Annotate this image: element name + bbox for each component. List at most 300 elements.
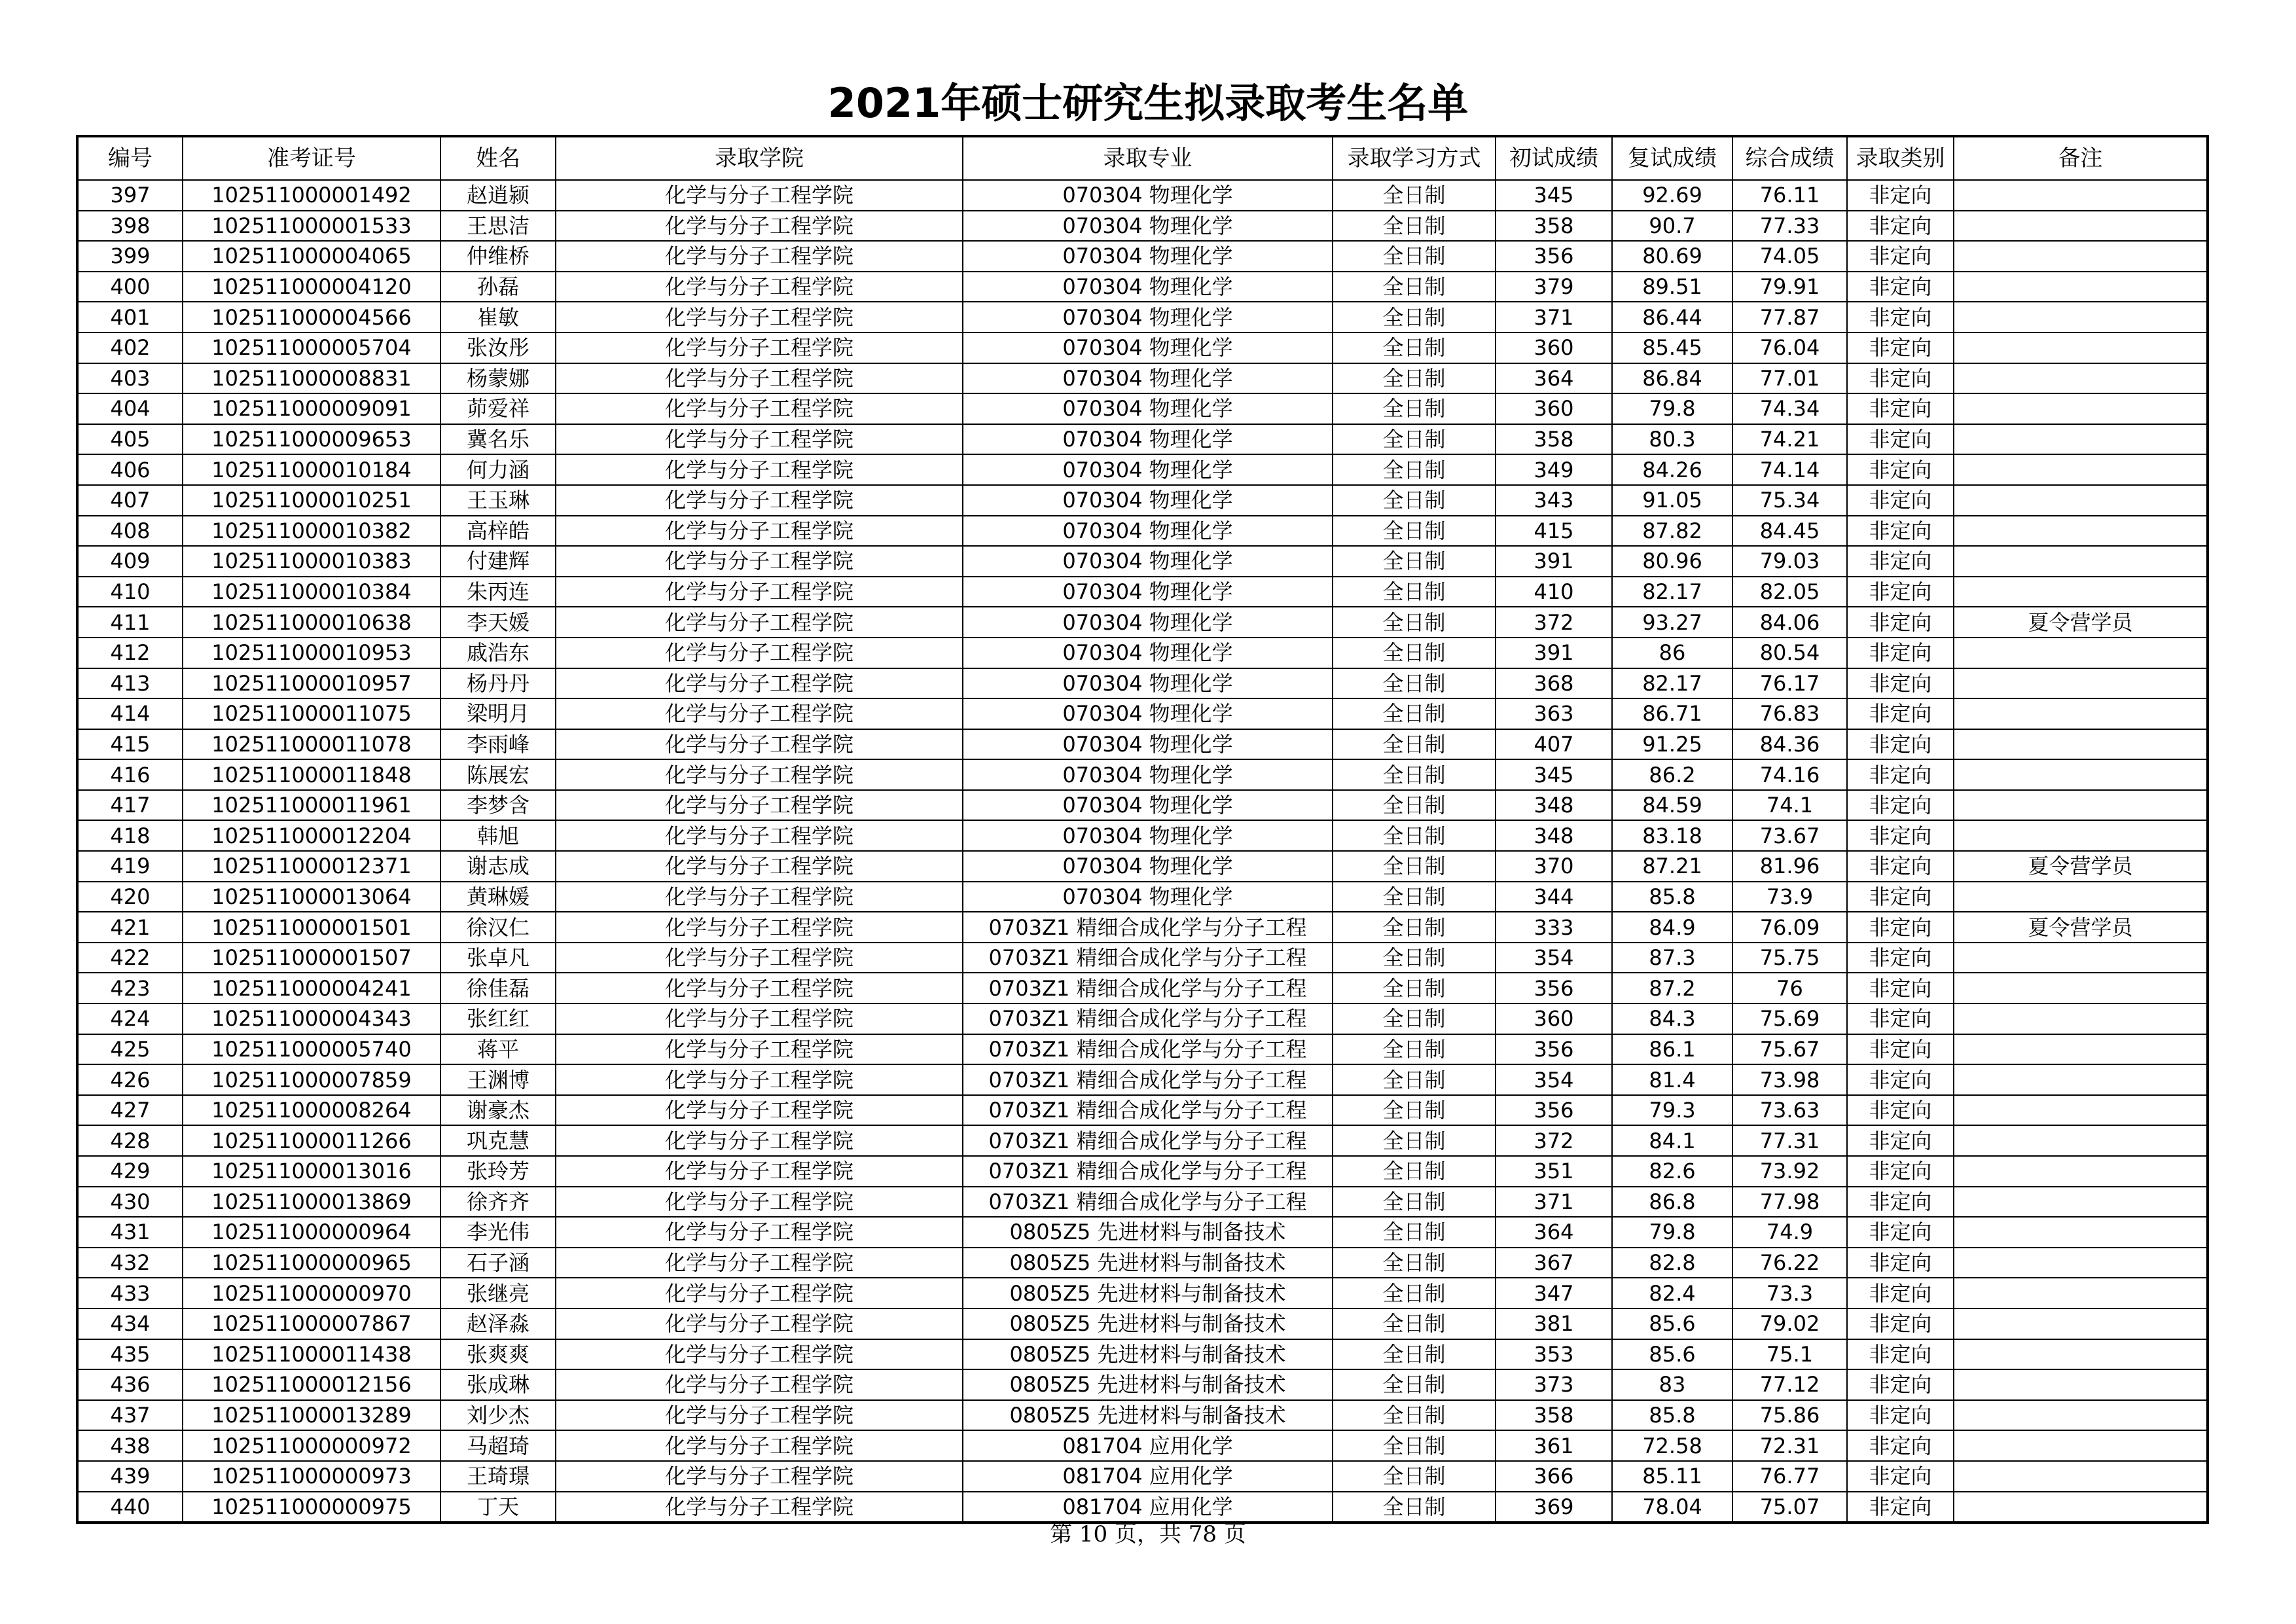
cell-college: 化学与分子工程学院 [556,1034,963,1065]
cell-study-mode: 全日制 [1333,1156,1496,1187]
cell-total-score: 73.98 [1732,1064,1847,1095]
cell-retest-score: 93.27 [1612,607,1732,638]
table-row [77,973,2208,1003]
cell-admission-type: 非定向 [1847,943,1954,973]
cell-retest-score: 91.05 [1612,485,1732,516]
table-row [77,729,2208,760]
cell-major: 081704 应用化学 [963,1430,1333,1461]
cell-initial-score: 368 [1496,668,1612,699]
cell-retest-score: 82.6 [1612,1156,1732,1187]
column-header-admission-type: 录取类别 [1847,136,1954,180]
cell-admission-type: 非定向 [1847,698,1954,729]
cell-remarks [1954,1156,2208,1187]
cell-initial-score: 344 [1496,882,1612,912]
page-footer: 第 10 页，共 78 页 [1050,1521,1246,1547]
cell-exam-number: 102511000000970 [183,1278,440,1308]
cell-id: 416 [77,759,183,790]
cell-admission-type: 非定向 [1847,241,1954,272]
cell-id: 404 [77,393,183,424]
table-row [77,302,2208,333]
cell-name: 王玉琳 [440,485,556,516]
table-row [77,759,2208,790]
cell-id: 439 [77,1461,183,1492]
column-header-study-mode: 录取学习方式 [1333,136,1496,180]
cell-admission-type: 非定向 [1847,1400,1954,1431]
table-row [77,363,2208,394]
cell-id: 420 [77,882,183,912]
cell-major: 0805Z5 先进材料与制备技术 [963,1308,1333,1339]
cell-remarks [1954,638,2208,668]
column-header-retest-score: 复试成绩 [1612,136,1732,180]
cell-remarks [1954,1095,2208,1126]
cell-college: 化学与分子工程学院 [556,546,963,577]
column-header-college: 录取学院 [556,136,963,180]
table-row [77,211,2208,242]
cell-admission-type: 非定向 [1847,1278,1954,1308]
cell-remarks [1954,393,2208,424]
cell-remarks [1954,577,2208,607]
cell-name: 张玲芳 [440,1156,556,1187]
cell-initial-score: 347 [1496,1278,1612,1308]
table-row [77,820,2208,851]
cell-retest-score: 80.96 [1612,546,1732,577]
cell-retest-score: 85.45 [1612,333,1732,363]
cell-remarks [1954,211,2208,242]
cell-exam-number: 102511000008831 [183,363,440,394]
cell-admission-type: 非定向 [1847,851,1954,882]
cell-total-score: 77.98 [1732,1187,1847,1218]
cell-name: 梁明月 [440,698,556,729]
admission-table [76,135,2209,1524]
cell-study-mode: 全日制 [1333,820,1496,851]
table-row [77,1125,2208,1156]
cell-exam-number: 102511000001533 [183,211,440,242]
cell-admission-type: 非定向 [1847,668,1954,699]
cell-admission-type: 非定向 [1847,363,1954,394]
cell-name: 谢豪杰 [440,1095,556,1126]
cell-total-score: 84.45 [1732,516,1847,547]
cell-initial-score: 333 [1496,912,1612,943]
cell-name: 孙磊 [440,272,556,302]
cell-admission-type: 非定向 [1847,180,1954,211]
cell-remarks [1954,790,2208,821]
cell-id: 436 [77,1369,183,1400]
cell-study-mode: 全日制 [1333,302,1496,333]
page-title: 2021年硕士研究生拟录取考生名单 [827,79,1469,127]
cell-college: 化学与分子工程学院 [556,729,963,760]
cell-retest-score: 87.21 [1612,851,1732,882]
cell-total-score: 81.96 [1732,851,1847,882]
cell-remarks [1954,1034,2208,1065]
table-row [77,454,2208,485]
cell-retest-score: 78.04 [1612,1492,1732,1523]
cell-study-mode: 全日制 [1333,638,1496,668]
cell-study-mode: 全日制 [1333,424,1496,455]
cell-name: 马超琦 [440,1430,556,1461]
cell-exam-number: 102511000011075 [183,698,440,729]
cell-admission-type: 非定向 [1847,577,1954,607]
table-row [77,1003,2208,1034]
cell-initial-score: 358 [1496,1400,1612,1431]
cell-admission-type: 非定向 [1847,302,1954,333]
cell-remarks [1954,668,2208,699]
cell-id: 422 [77,943,183,973]
cell-exam-number: 102511000000973 [183,1461,440,1492]
cell-name: 黄琳媛 [440,882,556,912]
cell-exam-number: 102511000009653 [183,424,440,455]
cell-remarks [1954,943,2208,973]
table-row [77,516,2208,547]
table-row [77,790,2208,821]
cell-total-score: 84.06 [1732,607,1847,638]
cell-exam-number: 102511000010382 [183,516,440,547]
cell-major: 070304 物理化学 [963,363,1333,394]
table-row [77,1156,2208,1187]
cell-major: 070304 物理化学 [963,882,1333,912]
cell-id: 432 [77,1248,183,1278]
cell-total-score: 84.36 [1732,729,1847,760]
cell-total-score: 74.9 [1732,1217,1847,1248]
cell-college: 化学与分子工程学院 [556,485,963,516]
table-body [77,180,2208,1523]
cell-major: 070304 物理化学 [963,424,1333,455]
cell-remarks [1954,1125,2208,1156]
cell-remarks [1954,820,2208,851]
cell-admission-type: 非定向 [1847,1064,1954,1095]
cell-initial-score: 358 [1496,211,1612,242]
cell-name: 杨蒙娜 [440,363,556,394]
cell-major: 0703Z1 精细合成化学与分子工程 [963,1003,1333,1034]
cell-retest-score: 84.59 [1612,790,1732,821]
cell-id: 409 [77,546,183,577]
cell-id: 410 [77,577,183,607]
cell-remarks [1954,698,2208,729]
cell-name: 徐汉仁 [440,912,556,943]
cell-remarks: 夏令营学员 [1954,912,2208,943]
cell-exam-number: 102511000010957 [183,668,440,699]
cell-initial-score: 356 [1496,241,1612,272]
cell-remarks [1954,1003,2208,1034]
cell-name: 崔敏 [440,302,556,333]
cell-study-mode: 全日制 [1333,1492,1496,1523]
cell-admission-type: 非定向 [1847,1461,1954,1492]
cell-name: 丁天 [440,1492,556,1523]
cell-study-mode: 全日制 [1333,546,1496,577]
cell-initial-score: 367 [1496,1248,1612,1278]
cell-id: 414 [77,698,183,729]
cell-initial-score: 353 [1496,1339,1612,1370]
cell-retest-score: 79.8 [1612,1217,1732,1248]
cell-name: 谢志成 [440,851,556,882]
cell-admission-type: 非定向 [1847,1217,1954,1248]
cell-remarks [1954,302,2208,333]
table-row [77,1492,2208,1523]
column-header-id: 编号 [77,136,183,180]
cell-total-score: 77.31 [1732,1125,1847,1156]
cell-admission-type: 非定向 [1847,1430,1954,1461]
cell-study-mode: 全日制 [1333,516,1496,547]
cell-college: 化学与分子工程学院 [556,668,963,699]
cell-retest-score: 81.4 [1612,1064,1732,1095]
cell-college: 化学与分子工程学院 [556,759,963,790]
cell-college: 化学与分子工程学院 [556,1430,963,1461]
cell-total-score: 76.04 [1732,333,1847,363]
cell-remarks [1954,180,2208,211]
cell-study-mode: 全日制 [1333,363,1496,394]
cell-exam-number: 102511000004343 [183,1003,440,1034]
cell-retest-score: 80.3 [1612,424,1732,455]
cell-college: 化学与分子工程学院 [556,912,963,943]
cell-retest-score: 84.3 [1612,1003,1732,1034]
cell-name: 张汝彤 [440,333,556,363]
cell-exam-number: 102511000005740 [183,1034,440,1065]
cell-remarks [1954,1492,2208,1523]
cell-name: 仲维桥 [440,241,556,272]
cell-retest-score: 79.8 [1612,393,1732,424]
cell-id: 437 [77,1400,183,1431]
cell-id: 421 [77,912,183,943]
cell-exam-number: 102511000011961 [183,790,440,821]
cell-total-score: 74.34 [1732,393,1847,424]
cell-id: 397 [77,180,183,211]
cell-name: 戚浩东 [440,638,556,668]
cell-total-score: 76.83 [1732,698,1847,729]
cell-id: 411 [77,607,183,638]
cell-major: 070304 物理化学 [963,668,1333,699]
cell-remarks [1954,882,2208,912]
cell-name: 徐齐齐 [440,1187,556,1218]
cell-remarks [1954,1400,2208,1431]
cell-id: 424 [77,1003,183,1034]
cell-study-mode: 全日制 [1333,882,1496,912]
cell-name: 高梓皓 [440,516,556,547]
cell-college: 化学与分子工程学院 [556,943,963,973]
table-row [77,424,2208,455]
cell-study-mode: 全日制 [1333,851,1496,882]
cell-college: 化学与分子工程学院 [556,516,963,547]
cell-remarks [1954,424,2208,455]
cell-exam-number: 102511000011848 [183,759,440,790]
cell-exam-number: 102511000012204 [183,820,440,851]
cell-id: 427 [77,1095,183,1126]
cell-total-score: 80.54 [1732,638,1847,668]
cell-study-mode: 全日制 [1333,1308,1496,1339]
cell-college: 化学与分子工程学院 [556,1339,963,1370]
cell-id: 434 [77,1308,183,1339]
cell-name: 李雨峰 [440,729,556,760]
cell-major: 070304 物理化学 [963,241,1333,272]
table-row [77,1095,2208,1126]
cell-retest-score: 85.6 [1612,1339,1732,1370]
cell-id: 417 [77,790,183,821]
cell-college: 化学与分子工程学院 [556,1308,963,1339]
cell-major: 070304 物理化学 [963,729,1333,760]
table-row [77,851,2208,882]
cell-major: 081704 应用化学 [963,1492,1333,1523]
cell-exam-number: 102511000011078 [183,729,440,760]
table-row [77,912,2208,943]
cell-major: 070304 物理化学 [963,790,1333,821]
table-row [77,882,2208,912]
table-row [77,1430,2208,1461]
cell-study-mode: 全日制 [1333,1003,1496,1034]
cell-initial-score: 415 [1496,516,1612,547]
column-header-exam-number: 准考证号 [183,136,440,180]
cell-exam-number: 102511000005704 [183,333,440,363]
table-row [77,333,2208,363]
cell-remarks [1954,516,2208,547]
cell-name: 张红红 [440,1003,556,1034]
cell-retest-score: 82.8 [1612,1248,1732,1278]
cell-study-mode: 全日制 [1333,454,1496,485]
cell-major: 070304 物理化学 [963,698,1333,729]
cell-admission-type: 非定向 [1847,1003,1954,1034]
cell-major: 0805Z5 先进材料与制备技术 [963,1369,1333,1400]
cell-total-score: 76.22 [1732,1248,1847,1278]
cell-name: 何力涵 [440,454,556,485]
cell-admission-type: 非定向 [1847,607,1954,638]
cell-id: 426 [77,1064,183,1095]
cell-retest-score: 85.11 [1612,1461,1732,1492]
table-row [77,272,2208,302]
table-row [77,180,2208,211]
table-row [77,485,2208,516]
cell-major: 070304 物理化学 [963,577,1333,607]
cell-total-score: 77.12 [1732,1369,1847,1400]
cell-initial-score: 371 [1496,1187,1612,1218]
cell-initial-score: 410 [1496,577,1612,607]
cell-name: 赵泽淼 [440,1308,556,1339]
cell-total-score: 74.16 [1732,759,1847,790]
cell-initial-score: 356 [1496,973,1612,1003]
cell-remarks [1954,272,2208,302]
cell-name: 付建辉 [440,546,556,577]
table-row [77,241,2208,272]
cell-remarks [1954,973,2208,1003]
cell-remarks [1954,241,2208,272]
cell-initial-score: 379 [1496,272,1612,302]
cell-college: 化学与分子工程学院 [556,333,963,363]
cell-exam-number: 102511000011266 [183,1125,440,1156]
cell-major: 0805Z5 先进材料与制备技术 [963,1400,1333,1431]
cell-exam-number: 102511000000965 [183,1248,440,1278]
cell-initial-score: 351 [1496,1156,1612,1187]
cell-remarks [1954,485,2208,516]
cell-college: 化学与分子工程学院 [556,1095,963,1126]
table-row [77,1461,2208,1492]
cell-admission-type: 非定向 [1847,272,1954,302]
cell-college: 化学与分子工程学院 [556,851,963,882]
cell-initial-score: 360 [1496,393,1612,424]
cell-initial-score: 381 [1496,1308,1612,1339]
cell-college: 化学与分子工程学院 [556,607,963,638]
cell-total-score: 73.9 [1732,882,1847,912]
cell-exam-number: 102511000010251 [183,485,440,516]
cell-college: 化学与分子工程学院 [556,424,963,455]
cell-total-score: 79.91 [1732,272,1847,302]
cell-college: 化学与分子工程学院 [556,1125,963,1156]
cell-remarks [1954,1187,2208,1218]
cell-college: 化学与分子工程学院 [556,1187,963,1218]
cell-admission-type: 非定向 [1847,1308,1954,1339]
cell-major: 070304 物理化学 [963,485,1333,516]
cell-initial-score: 391 [1496,546,1612,577]
cell-exam-number: 102511000012156 [183,1369,440,1400]
cell-name: 韩旭 [440,820,556,851]
cell-exam-number: 102511000009091 [183,393,440,424]
cell-admission-type: 非定向 [1847,1339,1954,1370]
cell-study-mode: 全日制 [1333,729,1496,760]
cell-initial-score: 360 [1496,1003,1612,1034]
cell-study-mode: 全日制 [1333,393,1496,424]
cell-retest-score: 86.71 [1612,698,1732,729]
cell-total-score: 74.1 [1732,790,1847,821]
cell-admission-type: 非定向 [1847,1125,1954,1156]
cell-name: 张成琳 [440,1369,556,1400]
cell-remarks: 夏令营学员 [1954,607,2208,638]
column-header-total-score: 综合成绩 [1732,136,1847,180]
column-header-name: 姓名 [440,136,556,180]
cell-retest-score: 83.18 [1612,820,1732,851]
cell-study-mode: 全日制 [1333,759,1496,790]
cell-admission-type: 非定向 [1847,516,1954,547]
cell-total-score: 82.05 [1732,577,1847,607]
cell-initial-score: 349 [1496,454,1612,485]
cell-total-score: 73.3 [1732,1278,1847,1308]
cell-initial-score: 372 [1496,607,1612,638]
cell-retest-score: 79.3 [1612,1095,1732,1126]
cell-retest-score: 84.1 [1612,1125,1732,1156]
cell-initial-score: 364 [1496,1217,1612,1248]
cell-study-mode: 全日制 [1333,1125,1496,1156]
cell-total-score: 75.07 [1732,1492,1847,1523]
cell-retest-score: 83 [1612,1369,1732,1400]
cell-college: 化学与分子工程学院 [556,973,963,1003]
cell-exam-number: 102511000010384 [183,577,440,607]
cell-exam-number: 102511000010383 [183,546,440,577]
table-row [77,1308,2208,1339]
cell-college: 化学与分子工程学院 [556,302,963,333]
cell-name: 蒋平 [440,1034,556,1065]
table-row [77,943,2208,973]
cell-name: 茆爱祥 [440,393,556,424]
cell-remarks [1954,1461,2208,1492]
cell-study-mode: 全日制 [1333,607,1496,638]
cell-admission-type: 非定向 [1847,912,1954,943]
cell-name: 杨丹丹 [440,668,556,699]
column-header-initial-score: 初试成绩 [1496,136,1612,180]
cell-id: 423 [77,973,183,1003]
cell-total-score: 76 [1732,973,1847,1003]
cell-college: 化学与分子工程学院 [556,790,963,821]
cell-total-score: 75.69 [1732,1003,1847,1034]
cell-major: 070304 物理化学 [963,454,1333,485]
cell-remarks [1954,363,2208,394]
table-header-row [77,136,2208,180]
cell-admission-type: 非定向 [1847,973,1954,1003]
cell-college: 化学与分子工程学院 [556,1492,963,1523]
cell-study-mode: 全日制 [1333,333,1496,363]
cell-id: 440 [77,1492,183,1523]
cell-retest-score: 87.3 [1612,943,1732,973]
cell-remarks [1954,1369,2208,1400]
cell-admission-type: 非定向 [1847,759,1954,790]
cell-total-score: 75.86 [1732,1400,1847,1431]
cell-admission-type: 非定向 [1847,424,1954,455]
cell-name: 王渊博 [440,1064,556,1095]
table-row [77,546,2208,577]
cell-retest-score: 91.25 [1612,729,1732,760]
